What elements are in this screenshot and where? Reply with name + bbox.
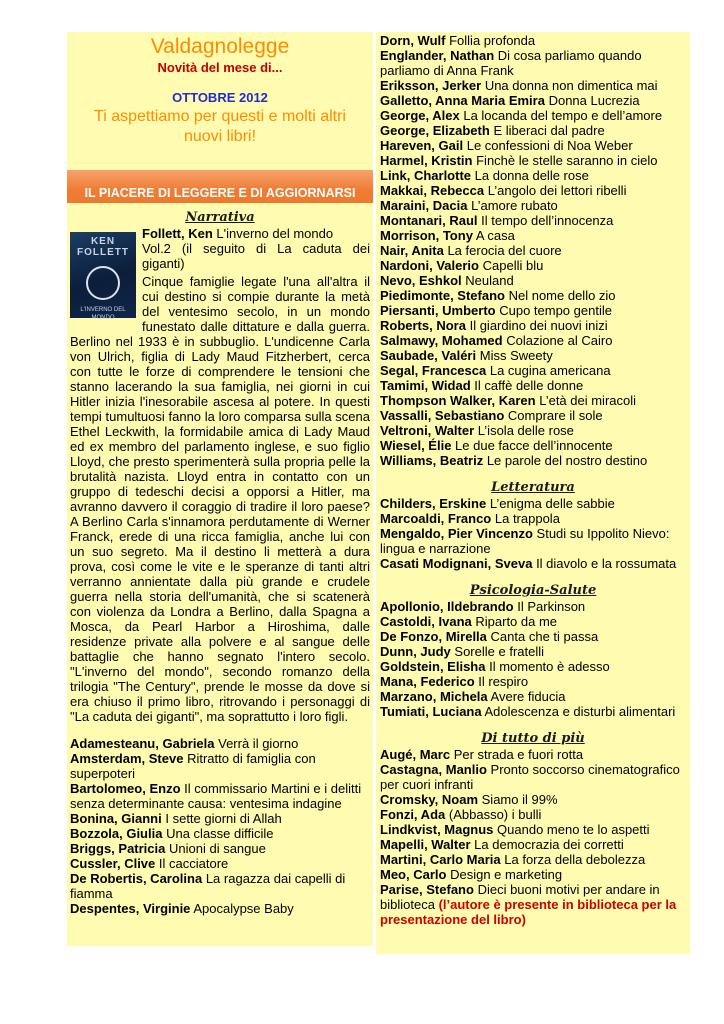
entry-author: Saubade, Valéri [380, 348, 477, 363]
section-title-di-tutto: Di tutto di più [481, 731, 585, 746]
list-item [380, 273, 686, 288]
list-item [70, 751, 370, 781]
narrativa-featured [67, 226, 373, 916]
list-item [380, 303, 686, 318]
entry-title: Il Parkinson [517, 599, 586, 614]
newsletter-subtitle: Novità del mese di... [157, 60, 283, 75]
entry-title: Ritratto di famiglia con superpoteri [70, 751, 316, 781]
list-item [380, 659, 686, 674]
list-item [380, 792, 686, 807]
entry-author: Roberts, Nora [380, 318, 466, 333]
entry-title: Nel nome dello zio [508, 288, 616, 303]
entry-author: Childers, Erskine [380, 496, 487, 511]
entry-title: Di cosa parliamo quando parliamo di Anna Frank [380, 48, 642, 78]
book-cover-image [70, 232, 136, 321]
entry-title: Verrà il giorno [218, 736, 299, 751]
entry-author: Nair, Anita [380, 243, 444, 258]
entry-author: Eriksson, Jerker [380, 78, 482, 93]
list-item [380, 318, 686, 333]
list-item [380, 423, 686, 438]
list-item [380, 108, 686, 123]
left-column [67, 32, 373, 946]
section-banner: IL PIACERE DI LEGGERE E DI AGGIORNARSI [67, 170, 373, 203]
entry-author: Bozzola, Giulia [70, 826, 163, 841]
book-list-di-tutto [380, 747, 686, 882]
entry-author: Casati Modignani, Sveva [380, 556, 533, 571]
entry-author: Harmel, Kristin [380, 153, 473, 168]
list-item [380, 33, 686, 48]
list-item [380, 363, 686, 378]
entry-title: Sorelle e fratelli [454, 644, 545, 659]
section-title-narrativa: Narrativa [185, 210, 255, 225]
list-item [70, 901, 370, 916]
list-item [380, 526, 686, 556]
entry-author: Makkai, Rebecca [380, 183, 485, 198]
entry-title: Le parole del nostro destino [486, 453, 648, 468]
entry-title: Finchè le stelle saranno in cielo [476, 153, 658, 168]
right-column [376, 32, 690, 954]
entry-title: Il diavolo e la rossumata [536, 556, 677, 571]
list-item [380, 822, 686, 837]
entry-title: Una donna non dimentica mai [484, 78, 658, 93]
entry-title: La cugina americana [489, 363, 611, 378]
list-item [380, 556, 686, 571]
entry-author: Salmawy, Mohamed [380, 333, 503, 348]
entry-author: Mapelli, Walter [380, 837, 471, 852]
entry-author: Castagna, Manlio [380, 762, 487, 777]
entry-author: Dorn, Wulf [380, 33, 446, 48]
entry-author: De Fonzo, Mirella [380, 629, 487, 644]
entry-author: Hareven, Gail [380, 138, 464, 153]
entry-title: Design e marketing [450, 867, 563, 882]
entry-title: I sette giorni di Allah [165, 811, 282, 826]
entry-title: Il cacciatore [158, 856, 229, 871]
list-item [380, 198, 686, 213]
list-item [380, 243, 686, 258]
entry-title: L’isola delle rose [477, 423, 574, 438]
entry-title: Siamo il 99% [481, 792, 558, 807]
list-item [70, 856, 370, 871]
entry-author: Cromsky, Noam [380, 792, 479, 807]
entry-note: (l’autore è presente in biblioteca per la presentazione del libro) [380, 897, 677, 927]
featured-author: Follett, Ken [142, 226, 213, 241]
list-item [70, 871, 370, 901]
entry-author: Link, Charlotte [380, 168, 472, 183]
entry-author: Parise, Stefano [380, 882, 474, 897]
entry-author: George, Elizabeth [380, 123, 490, 138]
entry-author: Tumiati, Luciana [380, 704, 482, 719]
entry-author: Maraini, Dacia [380, 198, 468, 213]
entry-title: Quando meno te lo aspetti [497, 822, 650, 837]
entry-author: Mana, Federico [380, 674, 475, 689]
list-item [380, 511, 686, 526]
entry-author: Despentes, Virginie [70, 901, 191, 916]
entry-author: Marzano, Michela [380, 689, 488, 704]
list-item [380, 629, 686, 644]
entry-title: Unioni di sangue [169, 841, 266, 856]
list-item [380, 183, 686, 198]
list-item [380, 438, 686, 453]
entry-title: Le confessioni di Noa Weber [466, 138, 633, 153]
entry-author: Montanari, Raul [380, 213, 478, 228]
entry-title: Il tempo dell’innocenza [481, 213, 614, 228]
entry-title: La ferocia del cuore [447, 243, 562, 258]
entry-title: L’età dei miracoli [539, 393, 637, 408]
entry-author: Vassalli, Sebastiano [380, 408, 505, 423]
list-item [380, 348, 686, 363]
list-item [70, 811, 370, 826]
list-item [380, 168, 686, 183]
list-item [380, 453, 686, 468]
entry-author: George, Alex [380, 108, 460, 123]
entry-author: Fonzi, Ada [380, 807, 446, 822]
entry-title: Avere fiducia [490, 689, 566, 704]
list-item [380, 138, 686, 153]
entry-author: Morrison, Tony [380, 228, 473, 243]
list-item [380, 333, 686, 348]
list-item [380, 644, 686, 659]
entry-author: Mengaldo, Pier Vincenzo [380, 526, 533, 541]
cover-author: KEN FOLLETT [77, 236, 129, 258]
clock-icon [86, 266, 120, 300]
newsletter-title: Valdagnolegge [150, 35, 290, 58]
list-item [380, 378, 686, 393]
entry-title: Il commissario Martini e i delitti senza determinante causa: ventesima indagine [70, 781, 362, 811]
list-item [380, 288, 686, 303]
featured-title: L'inverno del mondo [216, 226, 334, 241]
entry-title: Follia profonda [449, 33, 536, 48]
entry-author: Castoldi, Ivana [380, 614, 472, 629]
list-item [380, 807, 686, 822]
entry-author: Englander, Nathan [380, 48, 495, 63]
newsletter-header [67, 32, 373, 147]
month-heading: OTTOBRE 2012 [172, 90, 268, 105]
list-item [380, 228, 686, 243]
entry-author: Apollonio, Ildebrando [380, 599, 514, 614]
list-item [380, 867, 686, 882]
list-item [380, 837, 686, 852]
entry-author: Piedimonte, Stefano [380, 288, 505, 303]
list-item [380, 213, 686, 228]
list-item [380, 496, 686, 511]
list-item [70, 736, 370, 751]
entry-author: Bonina, Gianni [70, 811, 162, 826]
entry-title: Apocalypse Baby [193, 901, 294, 916]
entry-author: Meo, Carlo [380, 867, 447, 882]
entry-author: Segal, Francesca [380, 363, 487, 378]
list-item [380, 747, 686, 762]
entry-title: Colazione al Cairo [506, 333, 613, 348]
list-item [380, 393, 686, 408]
entry-title: La donna delle rose [474, 168, 589, 183]
list-item [380, 599, 686, 614]
entry-author: Dunn, Judy [380, 644, 451, 659]
entry-title: La trappola [494, 511, 560, 526]
entry-title: Donna Lucrezia [548, 93, 640, 108]
book-list-narrativa-right [380, 33, 686, 468]
list-item [380, 762, 686, 792]
entry-author: Briggs, Patricia [70, 841, 166, 856]
list-item [380, 704, 686, 719]
list-item [380, 882, 686, 927]
entry-title: Il caffè delle donne [474, 378, 584, 393]
entry-title: La democrazia dei corretti [474, 837, 624, 852]
featured-description: Cinque famiglie legate l'una all'altra il cui destino si compie durante la metà del ventesimo secolo, in un mondo funestato dalle dittature e dalla guerra. Berlino nel 1933 è in subbuglio. L'undicenne Carla von Ulrich, figlia di Lady Maud Fitzherbert, cerca con tutte le forze di comprendere le tensioni che stanno lacerando la sua famiglia, nei giorni in cui Hitler inizia l'inesorabile ascesa al potere. In questi tempi tumultuosi fanno la loro comparsa sulla scena Ethel Leckwith, la formidabile amica di Lady Maud ed ex membro del parlamento inglese, e suo figlio Lloyd, che presto sperimenterà sulla propria pelle la brutalità nazista. Lloyd entra in contatto con un gruppo di tedeschi decisi a opporsi a Hitler, ma avranno davvero il coraggio di tradire il loro paese? A Berlino Carla s'innamora perdutamente di Werner Franck, erede di una ricca famiglia, anche lui con un suo segreto. Ma il destino li metterà a dura prova, così come le vite e le speranze di tanti altri verranno annientate dalla più grande e crudele guerra nella storia dell'umanità, che si scatenerà con violenza da Londra a Berlino, dalla Spagna a Mosca, da Pearl Harbor a Hiroshima, dalle residenze private alla polvere e al sangue delle battaglie che hanno segnato l'intero secolo. "L'inverno del mondo", secondo romanzo della trilogia "The Century", prende le mosse da dove si era chiuso il primo libro, ritrovando i personaggi di "La caduta dei giganti", ma soprattutto i loro figli. [70, 274, 370, 724]
entry-title: Riparto da me [475, 614, 558, 629]
entry-title: (Abbasso) i bulli [448, 807, 542, 822]
cover-title: L'INVERNO DEL MONDO [80, 307, 126, 321]
entry-title: Miss Sweety [479, 348, 553, 363]
book-list-psicologia [380, 599, 686, 719]
entry-author: De Robertis, Carolina [70, 871, 203, 886]
list-item [380, 674, 686, 689]
entry-author: Martini, Carlo Maria [380, 852, 501, 867]
list-item [380, 258, 686, 273]
list-item [380, 614, 686, 629]
entry-author: Galletto, Anna Maria Emira [380, 93, 545, 108]
list-item [70, 841, 370, 856]
entry-title: La locanda del tempo e dell’amore [463, 108, 663, 123]
list-item [380, 153, 686, 168]
list-item [70, 781, 370, 811]
entry-author: Goldstein, Elisha [380, 659, 486, 674]
entry-title: Per strada e fuori rotta [453, 747, 584, 762]
entry-author: Thompson Walker, Karen [380, 393, 536, 408]
book-list-letteratura [380, 496, 686, 571]
list-item [380, 78, 686, 93]
list-item [380, 408, 686, 423]
entry-title: Pronto soccorso cinematografico per cuori infranti [380, 762, 680, 792]
entry-author: Piersanti, Umberto [380, 303, 496, 318]
tagline: Ti aspettiamo per questi e molti altri nuovi libri! [94, 108, 346, 145]
entry-title: La forza della debolezza [504, 852, 646, 867]
book-list-narrativa-left [70, 736, 370, 916]
entry-author: Lindkvist, Magnus [380, 822, 494, 837]
entry-title: L’amore rubato [471, 198, 558, 213]
entry-title: Studi su Ippolito Nievo: lingua e narrazione [380, 526, 670, 556]
entry-title: Il momento è adesso [489, 659, 610, 674]
featured-note: Vol.2 (il seguito di La caduta dei giganti) [142, 241, 370, 271]
entry-title: Le due facce dell’innocente [455, 438, 613, 453]
entry-title: Il giardino dei nuovi inizi [469, 318, 608, 333]
list-item [380, 852, 686, 867]
entry-title: L’angolo dei lettori ribelli [487, 183, 627, 198]
entry-title: Canta che ti passa [490, 629, 599, 644]
entry-author: Amsterdam, Steve [70, 751, 184, 766]
entry-author: Bartolomeo, Enzo [70, 781, 181, 796]
entry-title: Comprare il sole [507, 408, 603, 423]
entry-title: E liberaci dal padre [493, 123, 605, 138]
entry-title: Adolescenza e disturbi alimentari [484, 704, 676, 719]
entry-title: Neuland [465, 273, 514, 288]
entry-author: Cussler, Clive [70, 856, 156, 871]
entry-title: L’enigma delle sabbie [489, 496, 615, 511]
list-item [380, 123, 686, 138]
list-item [380, 689, 686, 704]
entry-author: Nevo, Eshkol [380, 273, 462, 288]
entry-author: Wiesel, Élie [380, 438, 452, 453]
entry-title: Dieci buoni motivi per andare in biblioteca [380, 882, 660, 912]
entry-title: Cupo tempo gentile [499, 303, 612, 318]
section-title-psicologia: Psicologia-Salute [469, 583, 597, 598]
entry-author: Augé, Marc [380, 747, 451, 762]
entry-author: Nardoni, Valerio [380, 258, 479, 273]
entry-title: Una classe difficile [166, 826, 274, 841]
entry-author: Veltroni, Walter [380, 423, 475, 438]
list-item [380, 93, 686, 108]
list-item [70, 826, 370, 841]
entry-title: La ragazza dai capelli di fiamma [70, 871, 346, 901]
entry-title: Il respiro [478, 674, 529, 689]
entry-author: Williams, Beatriz [380, 453, 484, 468]
list-item [380, 48, 686, 78]
entry-author: Tamimi, Widad [380, 378, 471, 393]
entry-author: Adamesteanu, Gabriela [70, 736, 215, 751]
entry-title: A casa [475, 228, 515, 243]
section-title-letteratura: Letteratura [491, 480, 575, 495]
entry-author: Marcoaldi, Franco [380, 511, 492, 526]
entry-title: Capelli blu [482, 258, 544, 273]
